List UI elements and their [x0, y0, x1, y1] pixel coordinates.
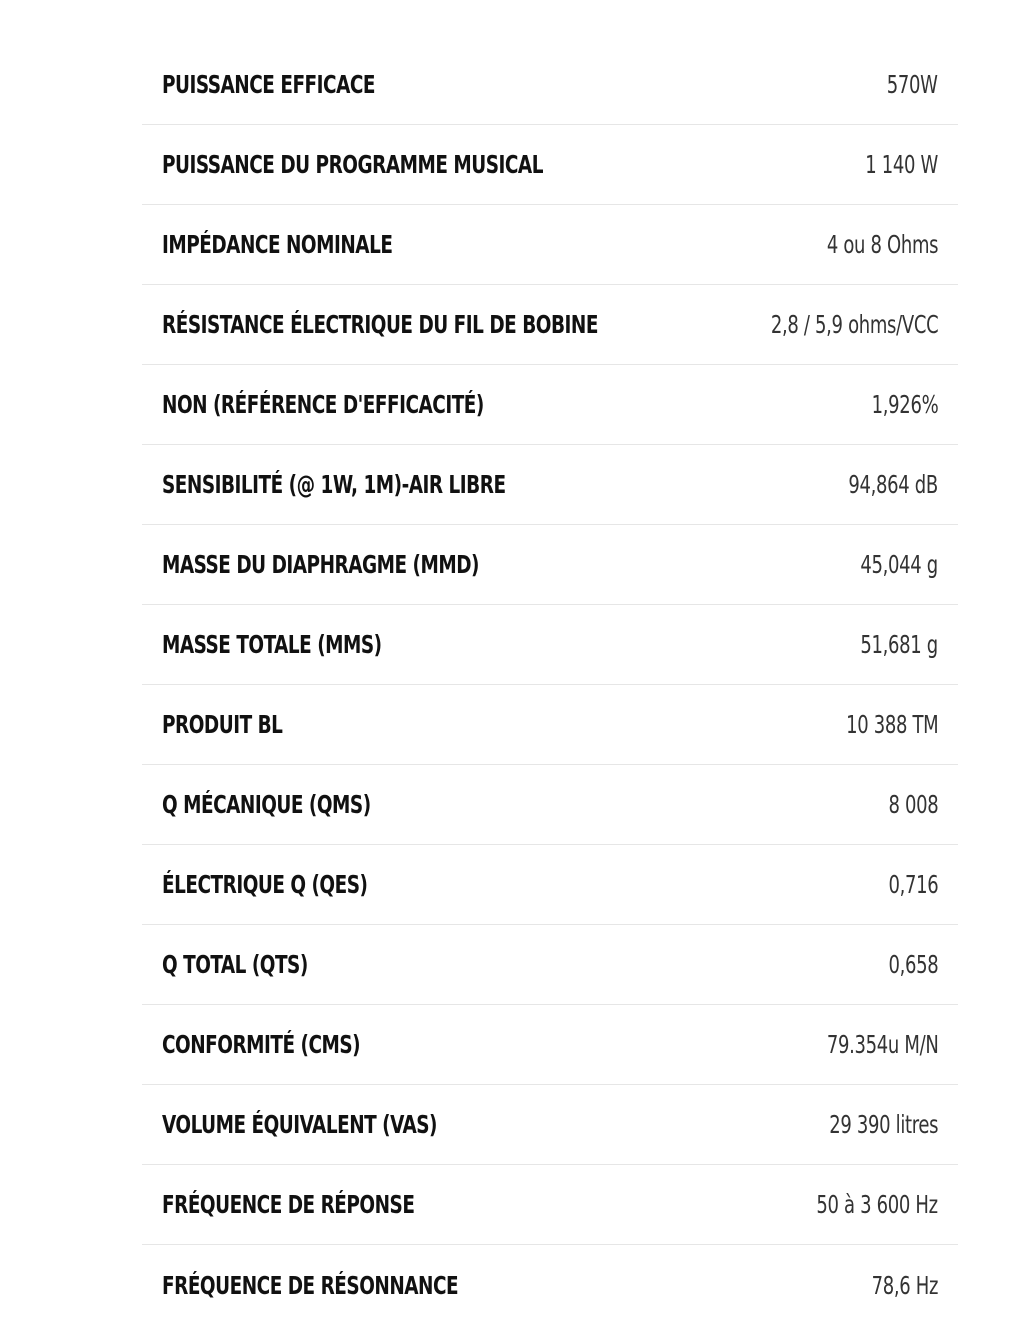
spec-label: IMPÉDANCE NOMINALE [162, 230, 393, 259]
spec-row-program-power [142, 125, 958, 205]
spec-label: FRÉQUENCE DE RÉSONNANCE [162, 1270, 459, 1300]
spec-row-rms-power [142, 45, 958, 125]
spec-row-efficiency [142, 365, 958, 445]
spec-value: 8 008 [888, 790, 938, 819]
spec-row-qms [142, 765, 958, 845]
spec-row-mms [142, 605, 958, 685]
spec-value: 1,926% [871, 390, 938, 419]
spec-row-sensitivity [142, 445, 958, 525]
spec-label: Q MÉCANIQUE (QMS) [162, 790, 371, 819]
spec-label: MASSE DU DIAPHRAGME (MMD) [162, 550, 479, 579]
spec-value: 45,044 g [860, 550, 938, 579]
spec-label: PRODUIT BL [162, 710, 283, 739]
spec-row-vas [142, 1085, 958, 1165]
spec-value: 1 140 W [865, 150, 938, 179]
spec-label: VOLUME ÉQUIVALENT (VAS) [162, 1110, 437, 1139]
spec-value: 79.354u M/N [826, 1030, 938, 1059]
spec-label: NON (RÉFÉRENCE D'EFFICACITÉ) [162, 390, 484, 419]
spec-row-dc-resistance [142, 285, 958, 365]
spec-row-nominal-impedance [142, 205, 958, 285]
spec-row-cms [142, 1005, 958, 1085]
spec-value: 78,6 Hz [871, 1270, 938, 1300]
spec-value: 2,8 / 5,9 ohms/VCC [770, 310, 938, 339]
spec-label: PUISSANCE DU PROGRAMME MUSICAL [162, 150, 543, 179]
spec-label: MASSE TOTALE (MMS) [162, 630, 382, 659]
spec-value: 50 à 3 600 Hz [816, 1190, 938, 1219]
spec-label: Q TOTAL (QTS) [162, 950, 308, 979]
spec-row-bl-product [142, 685, 958, 765]
spec-label: ÉLECTRIQUE Q (QES) [162, 870, 368, 899]
spec-row-resonance-frequency [142, 1245, 958, 1325]
spec-value: 10 388 TM [845, 710, 938, 739]
spec-value: 29 390 litres [829, 1110, 938, 1139]
spec-row-qts [142, 925, 958, 1005]
spec-value: 4 ou 8 Ohms [826, 230, 938, 259]
spec-row-mmd [142, 525, 958, 605]
spec-value: 570W [887, 70, 938, 99]
spec-value: 0,658 [888, 950, 938, 979]
spec-table [142, 45, 958, 1325]
spec-value: 94,864 dB [848, 470, 938, 499]
spec-label: RÉSISTANCE ÉLECTRIQUE DU FIL DE BOBINE [162, 310, 598, 339]
spec-label: PUISSANCE EFFICACE [162, 70, 376, 99]
spec-label: CONFORMITÉ (CMS) [162, 1030, 361, 1059]
spec-value: 51,681 g [860, 630, 938, 659]
spec-row-frequency-response [142, 1165, 958, 1245]
spec-label: FRÉQUENCE DE RÉPONSE [162, 1190, 415, 1219]
spec-row-qes [142, 845, 958, 925]
spec-label: SENSIBILITÉ (@ 1W, 1M)-AIR LIBRE [162, 470, 506, 499]
spec-value: 0,716 [888, 870, 938, 899]
